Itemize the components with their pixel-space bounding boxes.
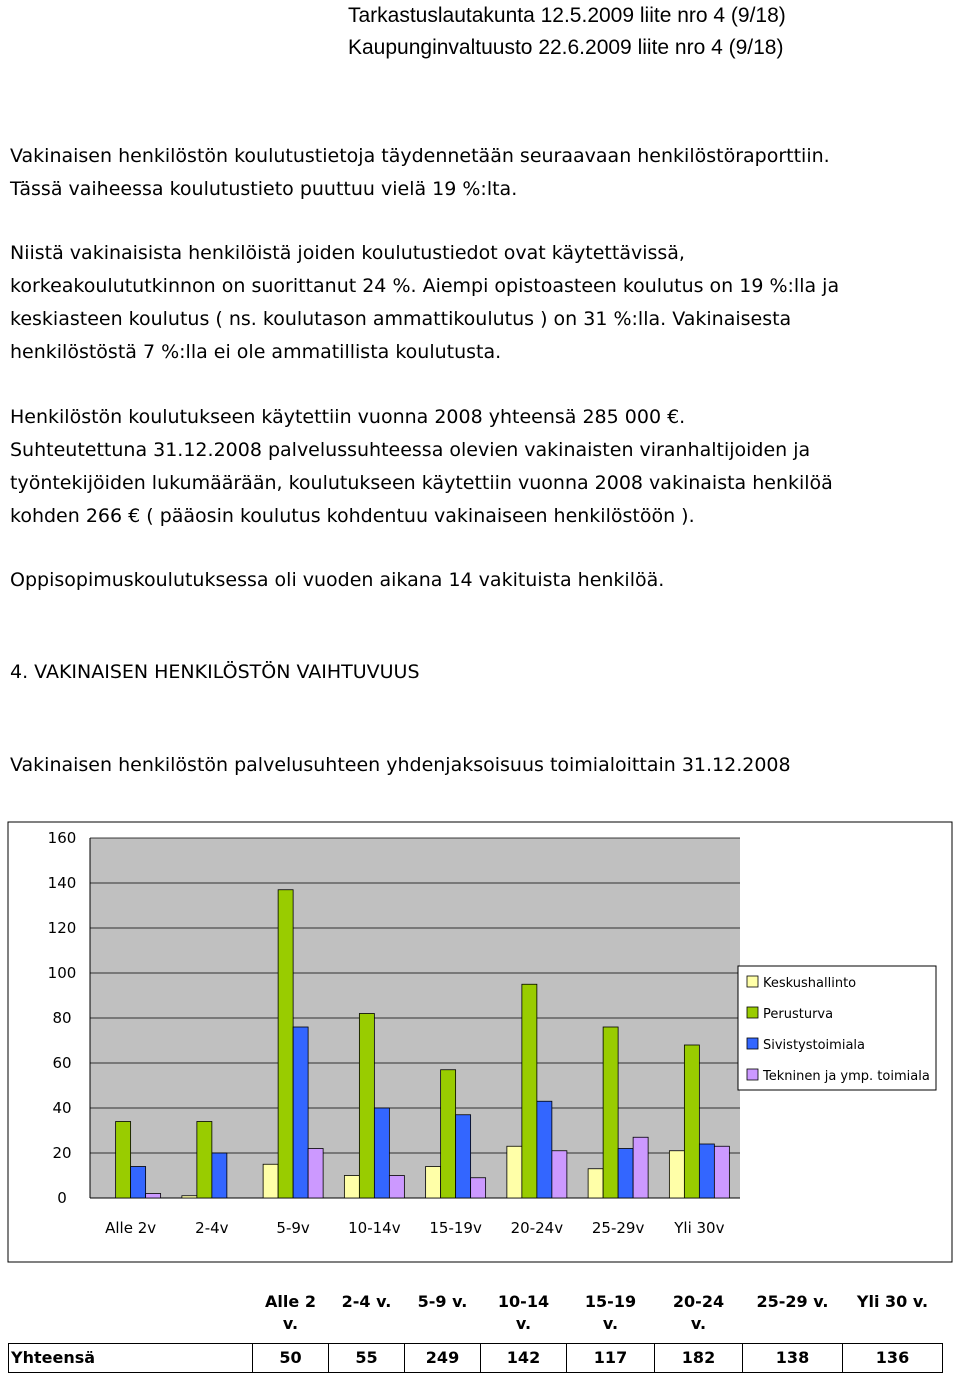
paragraph-cost-line-2: Suhteutettuna 31.12.2008 palvelussuhteessa olevien vakinaisten viranhaltijoiden ja (10, 439, 811, 461)
bar-perusturva-10-14v (359, 1014, 374, 1199)
bar-tekninen-ja-ymp-toimiala-25-29v (633, 1137, 648, 1198)
table-header-yli-30: Yli 30 v. (856, 1292, 929, 1311)
bar-tekninen-ja-ymp-toimiala-20-24v (552, 1151, 567, 1198)
table-value-20-24: 182 (655, 1344, 743, 1373)
bar-perusturva-20-24v (522, 984, 537, 1198)
y-tick-label: 100 (47, 964, 77, 982)
table-value-15-19: 117 (567, 1344, 655, 1373)
paragraph-apprenticeship: Oppisopimuskoulutuksessa oli vuoden aikana 14 vakituista henkilöä. (10, 569, 665, 591)
x-tick-label: 10-14v (348, 1219, 401, 1237)
bar-tekninen-ja-ymp-toimiala-5-9v (308, 1149, 323, 1199)
y-tick-label: 40 (52, 1099, 72, 1117)
bar-keskushallinto-25-29v (588, 1169, 603, 1198)
section-heading: 4. VAKINAISEN HENKILÖSTÖN VAIHTUVUUS (10, 661, 420, 683)
bar-tekninen-ja-ymp-toimiala-yli-30v (714, 1146, 729, 1198)
legend-swatch (747, 1069, 758, 1080)
bar-perusturva-25-29v (603, 1027, 618, 1198)
table-value-2-4: 55 (329, 1344, 405, 1373)
y-tick-label: 120 (47, 919, 77, 937)
x-tick-label: 20-24v (510, 1219, 564, 1237)
table-header-5-9: 5-9 v. (417, 1292, 468, 1311)
table-header-20-24: 20-24 v. (672, 1292, 725, 1333)
bar-sivistystoimiala-10-14v (374, 1108, 389, 1198)
bar-tekninen-ja-ymp-toimiala-10-14v (389, 1176, 404, 1199)
legend-label: Perusturva (763, 1007, 834, 1022)
paragraph-cost-line-3: työntekijöiden lukumäärään, koulutukseen käytettiin vuonna 2008 vakinaista henkilöä (10, 472, 833, 494)
x-tick-label: 2-4v (195, 1219, 229, 1237)
bar-keskushallinto-2-4v (182, 1196, 197, 1198)
x-tick-label: 5-9v (276, 1219, 310, 1237)
x-tick-label: Alle 2v (105, 1219, 157, 1237)
bar-sivistystoimiala-2-4v (212, 1153, 227, 1198)
table-header-10-14: 10-14 v. (497, 1292, 550, 1333)
table-header-alle-2: Alle 2 v. (265, 1292, 316, 1333)
bar-sivistystoimiala-15-19v (456, 1115, 471, 1198)
bar-sivistystoimiala-alle-2v (131, 1167, 146, 1199)
bar-perusturva-2-4v (197, 1122, 212, 1199)
bar-tekninen-ja-ymp-toimiala-15-19v (471, 1178, 486, 1198)
chart-caption: Vakinaisen henkilöstön palvelusuhteen yhdenjaksoisuus toimialoittain 31.12.2008 (10, 754, 791, 776)
paragraph-training-line-1: Vakinaisen henkilöstön koulutustietoja täydennetään seuraavaan henkilöstöraporttiin. (10, 145, 830, 167)
paragraph-cost-line-4: kohden 266 € ( pääosin koulutus kohdentuu vakinaiseen henkilöstöön ). (10, 505, 695, 527)
y-tick-label: 20 (52, 1144, 72, 1162)
tenure-bar-chart (0, 800, 960, 1270)
paragraph-training-line-2: Tässä vaiheessa koulutustieto puuttuu vielä 19 %:lta. (10, 178, 518, 200)
chart-legend (738, 966, 936, 1090)
legend-swatch (747, 1038, 758, 1049)
table-value-25-29: 138 (743, 1344, 843, 1373)
bar-perusturva-5-9v (278, 890, 293, 1198)
table-row-label: Yhteensä (9, 1344, 253, 1373)
legend-label: Sivistystoimiala (763, 1038, 865, 1053)
table-value-5-9: 249 (405, 1344, 481, 1373)
bar-sivistystoimiala-20-24v (537, 1101, 552, 1198)
totals-table (8, 1291, 943, 1373)
paragraph-cost-line-1: Henkilöstön koulutukseen käytettiin vuonna 2008 yhteensä 285 000 €. (10, 406, 686, 428)
bar-keskushallinto-20-24v (507, 1146, 522, 1198)
y-tick-label: 80 (52, 1009, 72, 1027)
table-value-10-14: 142 (481, 1344, 567, 1373)
legend-label: Keskushallinto (763, 976, 857, 991)
document-header-line-2: Kaupunginvaltuusto 22.6.2009 liite nro 4 (9/18) (348, 36, 784, 59)
bar-tekninen-ja-ymp-toimiala-alle-2v (146, 1194, 161, 1199)
bar-keskushallinto-5-9v (263, 1164, 278, 1198)
paragraph-education-line-3: keskiasteen koulutus ( ns. koulutason ammattikoulutus ) on 31 %:lla. Vakinaisesta (10, 308, 792, 330)
table-header-25-29: 25-29 v. (756, 1292, 829, 1311)
bar-sivistystoimiala-25-29v (618, 1149, 633, 1199)
table-value-alle-2: 50 (253, 1344, 329, 1373)
paragraph-education-line-4: henkilöstöstä 7 %:lla ei ole ammatillista koulutusta. (10, 341, 502, 363)
document-header-line-1: Tarkastuslautakunta 12.5.2009 liite nro 4 (9/18) (348, 4, 786, 27)
legend-label: Tekninen ja ymp. toimiala (763, 1069, 930, 1084)
y-tick-label: 0 (57, 1189, 67, 1207)
paragraph-education-line-1: Niistä vakinaisista henkilöistä joiden koulutustiedot ovat käytettävissä, (10, 242, 685, 264)
bar-perusturva-yli-30v (684, 1045, 699, 1198)
x-tick-label: 15-19v (429, 1219, 482, 1237)
legend-swatch (747, 976, 758, 987)
y-tick-label: 60 (52, 1054, 72, 1072)
legend-swatch (747, 1007, 758, 1018)
bar-keskushallinto-15-19v (426, 1167, 441, 1199)
bar-perusturva-alle-2v (116, 1122, 131, 1199)
table-header-2-4: 2-4 v. (341, 1292, 392, 1311)
x-tick-label: Yli 30v (674, 1219, 725, 1237)
bar-keskushallinto-yli-30v (669, 1151, 684, 1198)
bar-sivistystoimiala-yli-30v (699, 1144, 714, 1198)
table-header-15-19: 15-19 v. (584, 1292, 637, 1333)
table-corner (9, 1291, 253, 1344)
paragraph-education-line-2: korkeakoulututkinnon on suorittanut 24 %. Aiempi opistoasteen koulutus on 19 %:lla ja (10, 275, 840, 297)
bar-perusturva-15-19v (441, 1070, 456, 1198)
x-tick-label: 25-29v (591, 1219, 645, 1237)
y-tick-label: 160 (47, 829, 77, 847)
table-value-yli-30: 136 (843, 1344, 943, 1373)
y-tick-label: 140 (47, 874, 77, 892)
bar-sivistystoimiala-5-9v (293, 1027, 308, 1198)
bar-keskushallinto-10-14v (344, 1176, 359, 1199)
